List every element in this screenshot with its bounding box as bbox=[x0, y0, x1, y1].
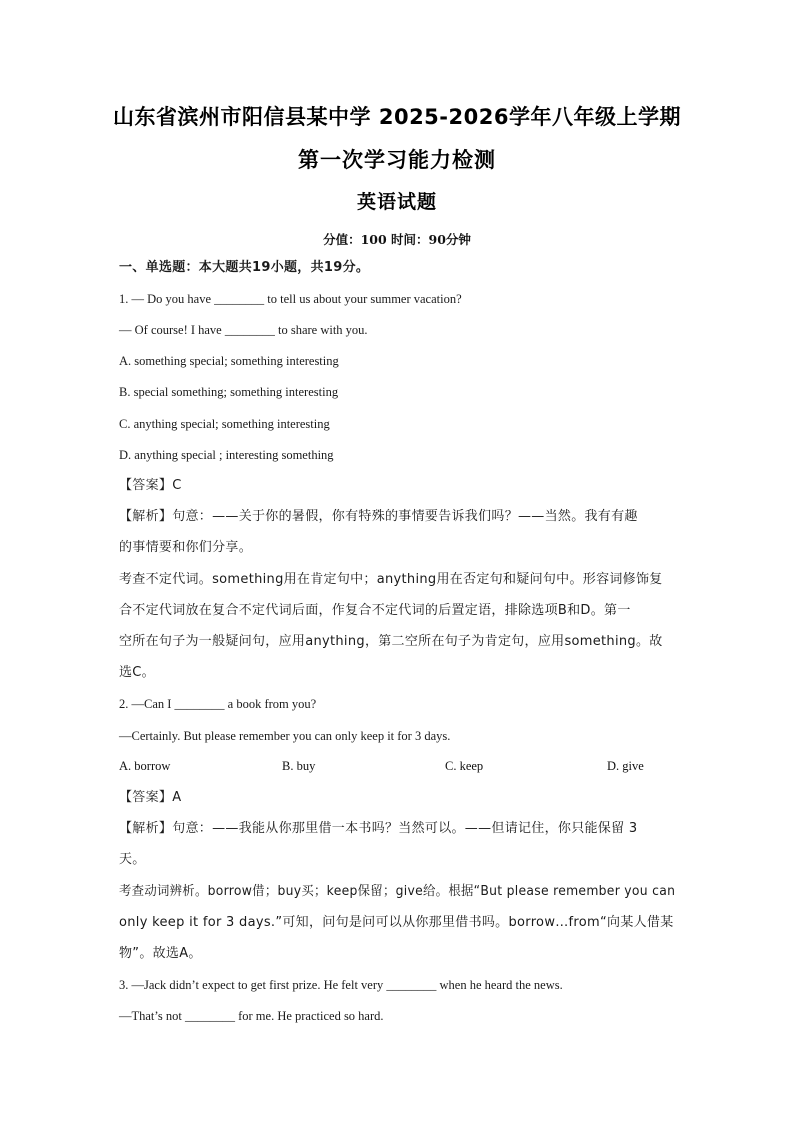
q2-explanation-line4: only keep it for 3 days.”可知，问句是问可以从你那里借书吗。borrow…from“向某人借某 bbox=[119, 915, 674, 930]
q1-answer: 【答案】C bbox=[119, 478, 182, 493]
q1-explanation-line2: 的事情要和你们分享。 bbox=[119, 540, 253, 555]
q3-stem-line1: 3. —Jack didn’t expect to get first prize. He felt very ________ when he heard the news. bbox=[119, 978, 563, 992]
q2-option-d: D. give bbox=[607, 759, 644, 773]
exam-title-line2: 第一次学习能力检测 bbox=[298, 148, 496, 172]
q1-stem-line2: — Of course! I have ________ to share with you. bbox=[119, 323, 368, 337]
q2-explanation-line3: 考查动词辨析。borrow借；buy买；keep保留；give给。根据“But please remember you can bbox=[119, 884, 676, 899]
q2-answer: 【答案】A bbox=[119, 790, 182, 805]
q2-stem-line1: 2. —Can I ________ a book from you? bbox=[119, 697, 317, 711]
q1-explanation-line5: 空所在句子为一般疑问句，应用anything，第二空所在句子为肯定句，应用something。故 bbox=[119, 634, 663, 649]
q2-option-b: B. buy bbox=[282, 759, 316, 773]
q1-option-b: B. special something; something interesting bbox=[119, 385, 339, 399]
q2-explanation-line1: 【解析】句意：——我能从你那里借一本书吗？当然可以。——但请记住，你只能保留 3 bbox=[119, 821, 638, 836]
q1-explanation-line4: 合不定代词放在复合不定代词后面，作复合不定代词的后置定语，排除选项B和D。第一 bbox=[119, 603, 631, 618]
q1-explanation-line6: 选C。 bbox=[119, 665, 155, 680]
exam-score-time: 分值：100 时间：90分钟 bbox=[323, 232, 471, 247]
q1-option-a: A. something special; something interesting bbox=[119, 354, 339, 368]
q1-option-c: C. anything special; something interesting bbox=[119, 417, 330, 431]
exam-title-line1: 山东省滨州市阳信县某中学 2025-2026学年八年级上学期 bbox=[113, 105, 681, 129]
q2-explanation-line5: 物”。故选A。 bbox=[119, 946, 202, 961]
q2-explanation-line2: 天。 bbox=[119, 852, 146, 867]
q2-option-c: C. keep bbox=[445, 759, 484, 773]
q1-stem-line1: 1. — Do you have ________ to tell us about your summer vacation? bbox=[119, 292, 462, 306]
q2-option-a: A. borrow bbox=[119, 759, 171, 773]
q3-stem-line2: —That’s not ________ for me. He practiced so hard. bbox=[119, 1009, 384, 1023]
section-heading: 一、单选题：本大题共19小题，共19分。 bbox=[119, 260, 370, 275]
q1-option-d: D. anything special ; interesting something bbox=[119, 448, 334, 462]
exam-subject-title: 英语试题 bbox=[356, 191, 437, 213]
q1-explanation-line3: 考查不定代词。something用在肯定句中；anything用在否定句和疑问句中。形容词修饰复 bbox=[119, 572, 663, 587]
q1-explanation-line1: 【解析】句意：——关于你的暑假，你有特殊的事情要告诉我们吗？——当然。我有有趣 bbox=[119, 509, 638, 524]
q2-stem-line2: —Certainly. But please remember you can only keep it for 3 days. bbox=[119, 729, 451, 743]
